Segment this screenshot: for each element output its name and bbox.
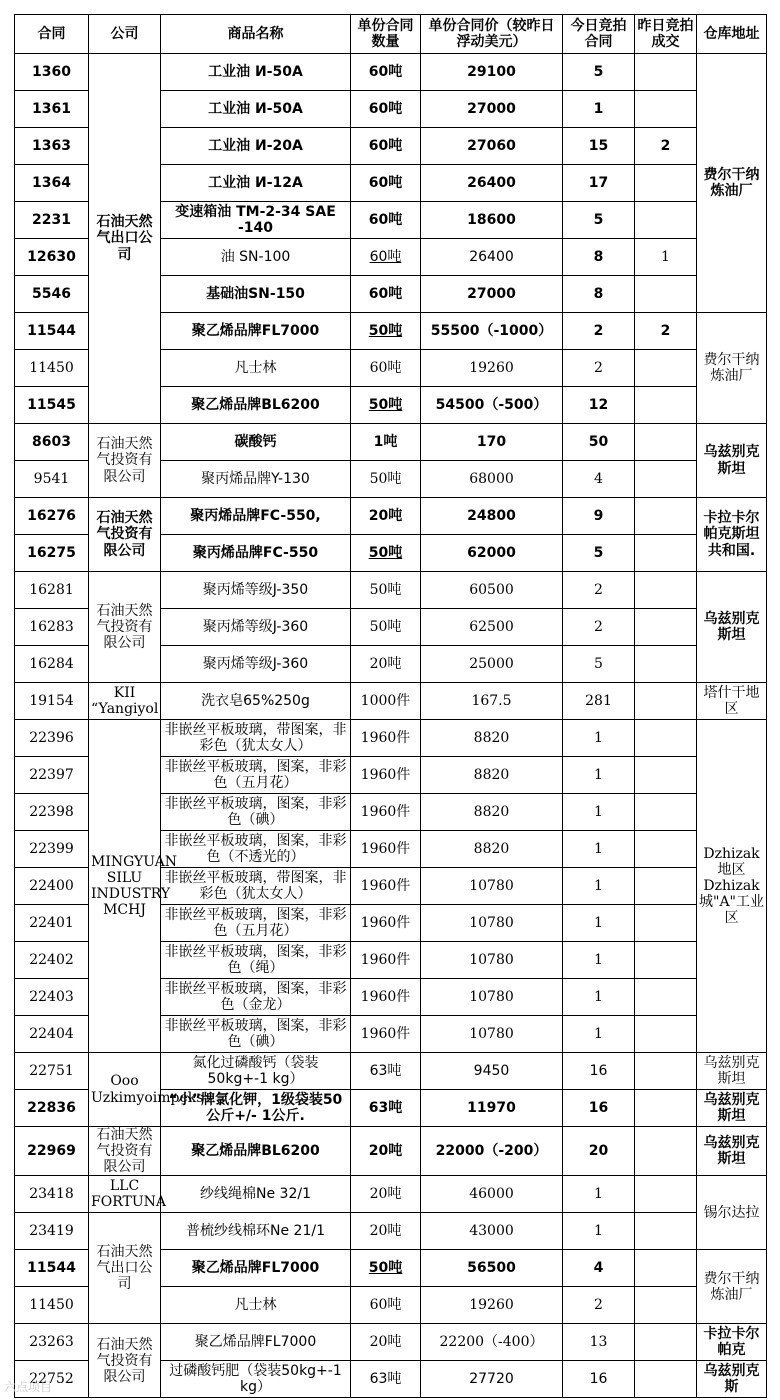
product-name: 聚乙烯品牌FL7000 (161, 1250, 351, 1287)
yesterday-count (635, 609, 697, 646)
product-name: 油 SN-100 (161, 239, 351, 276)
quantity: 20吨 (351, 646, 421, 683)
contract-number: 23263 (15, 1324, 89, 1361)
today-count: 1 (563, 868, 635, 905)
contract-number: 16276 (15, 498, 89, 535)
product-name: 聚丙烯等级J-360 (161, 646, 351, 683)
product-name: 非嵌丝平板玻璃，图案，非彩色（五月花） (161, 905, 351, 942)
contract-number: 23419 (15, 1213, 89, 1250)
company-cell: KII “Yangiyol (89, 683, 161, 720)
product-name: 聚丙烯品牌FC-550, (161, 498, 351, 535)
yesterday-count: 2 (635, 313, 697, 350)
company-cell: 石油天然气投资有限公司 (89, 424, 161, 498)
quantity: 50吨 (351, 387, 421, 424)
price: 43000 (421, 1213, 563, 1250)
contract-number: 22400 (15, 868, 89, 905)
product-name: 聚乙烯品牌FL7000 (161, 313, 351, 350)
contract-number: 8603 (15, 424, 89, 461)
contract-number: 16284 (15, 646, 89, 683)
table-row (15, 683, 767, 720)
quantity: 1000件 (351, 683, 421, 720)
price: 29100 (421, 54, 563, 91)
header-qty: 单份合同数量 (351, 15, 421, 54)
price: 8820 (421, 831, 563, 868)
yesterday-count (635, 646, 697, 683)
today-count: 2 (563, 572, 635, 609)
company-cell: MINGYUAN SILU INDUSTRY MCHJ (89, 720, 161, 1053)
contract-number: 19154 (15, 683, 89, 720)
yesterday-count: 1 (635, 239, 697, 276)
product-name: 基础油SN-150 (161, 276, 351, 313)
header-yesterday: 昨日竞拍成交 (635, 15, 697, 54)
warehouse-cell: 塔什干地区 (697, 683, 767, 720)
price: 27000 (421, 91, 563, 128)
price: 46000 (421, 1176, 563, 1213)
product-name: 非嵌丝平板玻璃，图案，非彩色（金龙） (161, 979, 351, 1016)
header-product: 商品名称 (161, 15, 351, 54)
quantity: 63吨 (351, 1361, 421, 1398)
today-count: 1 (563, 831, 635, 868)
header-company: 公司 (89, 15, 161, 54)
yesterday-count (635, 350, 697, 387)
today-count: 1 (563, 794, 635, 831)
company-cell: LLC FORTUNA (89, 1176, 161, 1213)
yesterday-count (635, 165, 697, 202)
today-count: 13 (563, 1324, 635, 1361)
quantity: 60吨 (351, 350, 421, 387)
contract-number: 16275 (15, 535, 89, 572)
price: 10780 (421, 905, 563, 942)
contract-number: 22969 (15, 1127, 89, 1176)
yesterday-count (635, 1250, 697, 1287)
contract-number: 1360 (15, 54, 89, 91)
product-name: “小”牌氯化钾，1级袋装50公斤+/- 1公斤. (161, 1090, 351, 1127)
company-cell: Ooo Uzkimyoimpeks (89, 1053, 161, 1127)
contract-number: 22836 (15, 1090, 89, 1127)
today-count: 5 (563, 535, 635, 572)
warehouse-cell: 乌兹别克斯坦 (697, 1127, 767, 1176)
yesterday-count (635, 276, 697, 313)
product-name: 聚乙烯品牌BL6200 (161, 387, 351, 424)
contract-number: 1361 (15, 91, 89, 128)
yesterday-count (635, 1053, 697, 1090)
today-count: 2 (563, 350, 635, 387)
quantity: 63吨 (351, 1090, 421, 1127)
contract-number: 1364 (15, 165, 89, 202)
product-name: 过磷酸钙肥（袋装50kg+-1 kg） (161, 1361, 351, 1398)
watermark-text: 六点项目 (4, 1380, 53, 1394)
warehouse-cell: 卡拉卡尔帕克斯坦共和国. (697, 498, 767, 572)
quantity: 1吨 (351, 424, 421, 461)
today-count: 16 (563, 1361, 635, 1398)
contract-number: 11450 (15, 1287, 89, 1324)
today-count: 8 (563, 276, 635, 313)
contract-number: 22396 (15, 720, 89, 757)
today-count: 16 (563, 1090, 635, 1127)
company-cell: 石油天然气出口公司 (89, 54, 161, 424)
yesterday-count (635, 202, 697, 239)
quantity: 1960件 (351, 905, 421, 942)
warehouse-cell: 费尔干纳炼油厂 (697, 54, 767, 313)
yesterday-count (635, 979, 697, 1016)
table-row (15, 1127, 767, 1176)
product-name: 工业油 И-50А (161, 54, 351, 91)
quantity: 60吨 (351, 54, 421, 91)
quantity: 50吨 (351, 313, 421, 350)
today-count: 1 (563, 979, 635, 1016)
today-count: 1 (563, 757, 635, 794)
quantity: 20吨 (351, 1127, 421, 1176)
price: 10780 (421, 979, 563, 1016)
quantity: 1960件 (351, 1016, 421, 1053)
contract-number: 22399 (15, 831, 89, 868)
table-row (15, 1213, 767, 1250)
today-count: 2 (563, 313, 635, 350)
today-count: 2 (563, 1287, 635, 1324)
contract-number: 22401 (15, 905, 89, 942)
warehouse-cell: 乌兹别克斯坦 (697, 1090, 767, 1127)
today-count: 1 (563, 91, 635, 128)
yesterday-count (635, 387, 697, 424)
today-count: 17 (563, 165, 635, 202)
quantity: 1960件 (351, 979, 421, 1016)
today-count: 50 (563, 424, 635, 461)
yesterday-count (635, 461, 697, 498)
today-count: 1 (563, 942, 635, 979)
price: 27060 (421, 128, 563, 165)
yesterday-count (635, 757, 697, 794)
product-name: 碳酸钙 (161, 424, 351, 461)
price: 10780 (421, 868, 563, 905)
quantity: 60吨 (351, 91, 421, 128)
quantity: 20吨 (351, 498, 421, 535)
yesterday-count (635, 498, 697, 535)
contract-number: 22402 (15, 942, 89, 979)
warehouse-cell: 费尔干纳炼油厂 (697, 313, 767, 424)
yesterday-count (635, 91, 697, 128)
yesterday-count (635, 683, 697, 720)
price: 56500 (421, 1250, 563, 1287)
contract-number: 5546 (15, 276, 89, 313)
today-count: 5 (563, 646, 635, 683)
yesterday-count (635, 1090, 697, 1127)
product-name: 聚丙烯等级J-350 (161, 572, 351, 609)
auction-contracts-table (14, 14, 767, 1398)
product-name: 聚丙烯品牌FC-550 (161, 535, 351, 572)
product-name: 非嵌丝平板玻璃，图案，非彩色（五月花） (161, 757, 351, 794)
today-count: 1 (563, 1213, 635, 1250)
price: 60500 (421, 572, 563, 609)
price: 19260 (421, 350, 563, 387)
warehouse-cell: 乌兹别克斯坦 (697, 1053, 767, 1090)
today-count: 9 (563, 498, 635, 535)
price: 27720 (421, 1361, 563, 1398)
price: 26400 (421, 239, 563, 276)
quantity: 60吨 (351, 165, 421, 202)
yesterday-count (635, 1324, 697, 1361)
quantity: 1960件 (351, 757, 421, 794)
product-name: 聚丙烯等级J-360 (161, 609, 351, 646)
yesterday-count (635, 424, 697, 461)
quantity: 50吨 (351, 461, 421, 498)
price: 10780 (421, 1016, 563, 1053)
today-count: 4 (563, 461, 635, 498)
product-name: 工业油 И-50А (161, 91, 351, 128)
company-cell: 石油天然气投资有限公司 (89, 498, 161, 572)
today-count: 1 (563, 720, 635, 757)
yesterday-count (635, 942, 697, 979)
warehouse-cell: 费尔干纳炼油厂 (697, 1250, 767, 1324)
warehouse-cell: 卡拉卡尔帕克 (697, 1324, 767, 1361)
company-cell: 石油天然气投资有限公司 (89, 572, 161, 683)
quantity: 60吨 (351, 1287, 421, 1324)
today-count: 281 (563, 683, 635, 720)
yesterday-count (635, 868, 697, 905)
yesterday-count (635, 1016, 697, 1053)
header-today: 今日竞拍合同 (563, 15, 635, 54)
product-name: 非嵌丝平板玻璃，带图案，非彩色（犹太女人） (161, 868, 351, 905)
today-count: 16 (563, 1053, 635, 1090)
quantity: 60吨 (351, 239, 421, 276)
product-name: 洗衣皂65%250g (161, 683, 351, 720)
product-name: 凡士林 (161, 1287, 351, 1324)
product-name: 聚乙烯品牌BL6200 (161, 1127, 351, 1176)
yesterday-count (635, 54, 697, 91)
price: 167.5 (421, 683, 563, 720)
yesterday-count (635, 1176, 697, 1213)
quantity: 50吨 (351, 609, 421, 646)
quantity: 1960件 (351, 942, 421, 979)
quantity: 60吨 (351, 202, 421, 239)
contract-number: 11450 (15, 350, 89, 387)
today-count: 20 (563, 1127, 635, 1176)
yesterday-count (635, 720, 697, 757)
table-row (15, 424, 767, 461)
product-name: 非嵌丝平板玻璃，图案，非彩色（绳） (161, 942, 351, 979)
product-name: 非嵌丝平板玻璃，图案，非彩色（碘） (161, 1016, 351, 1053)
contract-number: 9541 (15, 461, 89, 498)
contract-number: 16283 (15, 609, 89, 646)
quantity: 1960件 (351, 720, 421, 757)
table-row (15, 572, 767, 609)
today-count: 5 (563, 202, 635, 239)
quantity: 1960件 (351, 794, 421, 831)
header-warehouse: 仓库地址 (697, 15, 767, 54)
company-cell: 石油天然气出口公司 (89, 1213, 161, 1324)
contract-number: 22752 (15, 1361, 89, 1398)
company-cell: 石油天然气投资有限公司 (89, 1127, 161, 1176)
warehouse-cell: 乌兹别克斯 (697, 1361, 767, 1398)
price: 62500 (421, 609, 563, 646)
price: 18600 (421, 202, 563, 239)
price: 8820 (421, 720, 563, 757)
contract-number: 12630 (15, 239, 89, 276)
table-row (15, 1324, 767, 1361)
price: 55500（-1000） (421, 313, 563, 350)
contract-number: 22403 (15, 979, 89, 1016)
product-name: 非嵌丝平板玻璃，图案，非彩色（碘） (161, 794, 351, 831)
price: 25000 (421, 646, 563, 683)
yesterday-count (635, 1213, 697, 1250)
quantity: 50吨 (351, 572, 421, 609)
table-row (15, 1053, 767, 1090)
yesterday-count: 2 (635, 128, 697, 165)
product-name: 工业油 И-12А (161, 165, 351, 202)
contract-number: 11544 (15, 313, 89, 350)
product-name: 凡士林 (161, 350, 351, 387)
quantity: 20吨 (351, 1176, 421, 1213)
today-count: 5 (563, 54, 635, 91)
price: 22200（-400） (421, 1324, 563, 1361)
yesterday-count (635, 905, 697, 942)
price: 24800 (421, 498, 563, 535)
warehouse-cell: 乌兹别克斯坦 (697, 572, 767, 683)
today-count: 12 (563, 387, 635, 424)
quantity: 1960件 (351, 868, 421, 905)
product-name: 工业油 И-20А (161, 128, 351, 165)
price: 54500（-500） (421, 387, 563, 424)
quantity: 50吨 (351, 535, 421, 572)
quantity: 20吨 (351, 1324, 421, 1361)
product-name: 变速箱油 ТМ-2-34 SAE -140 (161, 202, 351, 239)
product-name: 聚丙烯品牌Y-130 (161, 461, 351, 498)
today-count: 8 (563, 239, 635, 276)
today-count: 15 (563, 128, 635, 165)
contract-number: 11545 (15, 387, 89, 424)
yesterday-count (635, 572, 697, 609)
contract-number: 22398 (15, 794, 89, 831)
contract-number: 22751 (15, 1053, 89, 1090)
header-contract: 合同 (15, 15, 89, 54)
today-count: 1 (563, 1176, 635, 1213)
product-name: 普梳纱线棉环Ne 21/1 (161, 1213, 351, 1250)
today-count: 1 (563, 905, 635, 942)
price: 26400 (421, 165, 563, 202)
quantity: 63吨 (351, 1053, 421, 1090)
contract-number: 1363 (15, 128, 89, 165)
today-count: 2 (563, 609, 635, 646)
contract-number: 23418 (15, 1176, 89, 1213)
yesterday-count (635, 794, 697, 831)
yesterday-count (635, 1127, 697, 1176)
quantity: 60吨 (351, 128, 421, 165)
contract-number: 2231 (15, 202, 89, 239)
header-price: 单份合同价（较昨日浮动美元） (421, 15, 563, 54)
today-count: 1 (563, 1016, 635, 1053)
product-name: 纱线绳棉Ne 32/1 (161, 1176, 351, 1213)
price: 8820 (421, 757, 563, 794)
price: 27000 (421, 276, 563, 313)
product-name: 氮化过磷酸钙（袋装50kg+-1 kg） (161, 1053, 351, 1090)
warehouse-cell: 锡尔达拉 (697, 1176, 767, 1250)
price: 10780 (421, 942, 563, 979)
warehouse-cell: Dzhizak地区Dzhizak城"A"工业区 (697, 720, 767, 1053)
quantity: 1960件 (351, 831, 421, 868)
table-row (15, 1176, 767, 1213)
header-row (15, 15, 767, 54)
product-name: 聚乙烯品牌FL7000 (161, 1324, 351, 1361)
warehouse-cell: 乌兹别克斯坦 (697, 424, 767, 498)
price: 62000 (421, 535, 563, 572)
table-row (15, 720, 767, 757)
product-name: 非嵌丝平板玻璃，图案，非彩色（不透光的） (161, 831, 351, 868)
yesterday-count (635, 1361, 697, 1398)
contract-number: 22397 (15, 757, 89, 794)
price: 22000（-200） (421, 1127, 563, 1176)
price: 11970 (421, 1090, 563, 1127)
table-row (15, 54, 767, 91)
quantity: 50吨 (351, 1250, 421, 1287)
contract-number: 22404 (15, 1016, 89, 1053)
contract-number: 11544 (15, 1250, 89, 1287)
company-cell: 石油天然气投资有限公司 (89, 1324, 161, 1398)
yesterday-count (635, 1287, 697, 1324)
price: 170 (421, 424, 563, 461)
price: 19260 (421, 1287, 563, 1324)
contract-number: 16281 (15, 572, 89, 609)
yesterday-count (635, 535, 697, 572)
quantity: 20吨 (351, 1213, 421, 1250)
price: 9450 (421, 1053, 563, 1090)
price: 68000 (421, 461, 563, 498)
yesterday-count (635, 831, 697, 868)
today-count: 4 (563, 1250, 635, 1287)
price: 8820 (421, 794, 563, 831)
table-row (15, 498, 767, 535)
product-name: 非嵌丝平板玻璃，带图案，非彩色（犹太女人） (161, 720, 351, 757)
quantity: 60吨 (351, 276, 421, 313)
